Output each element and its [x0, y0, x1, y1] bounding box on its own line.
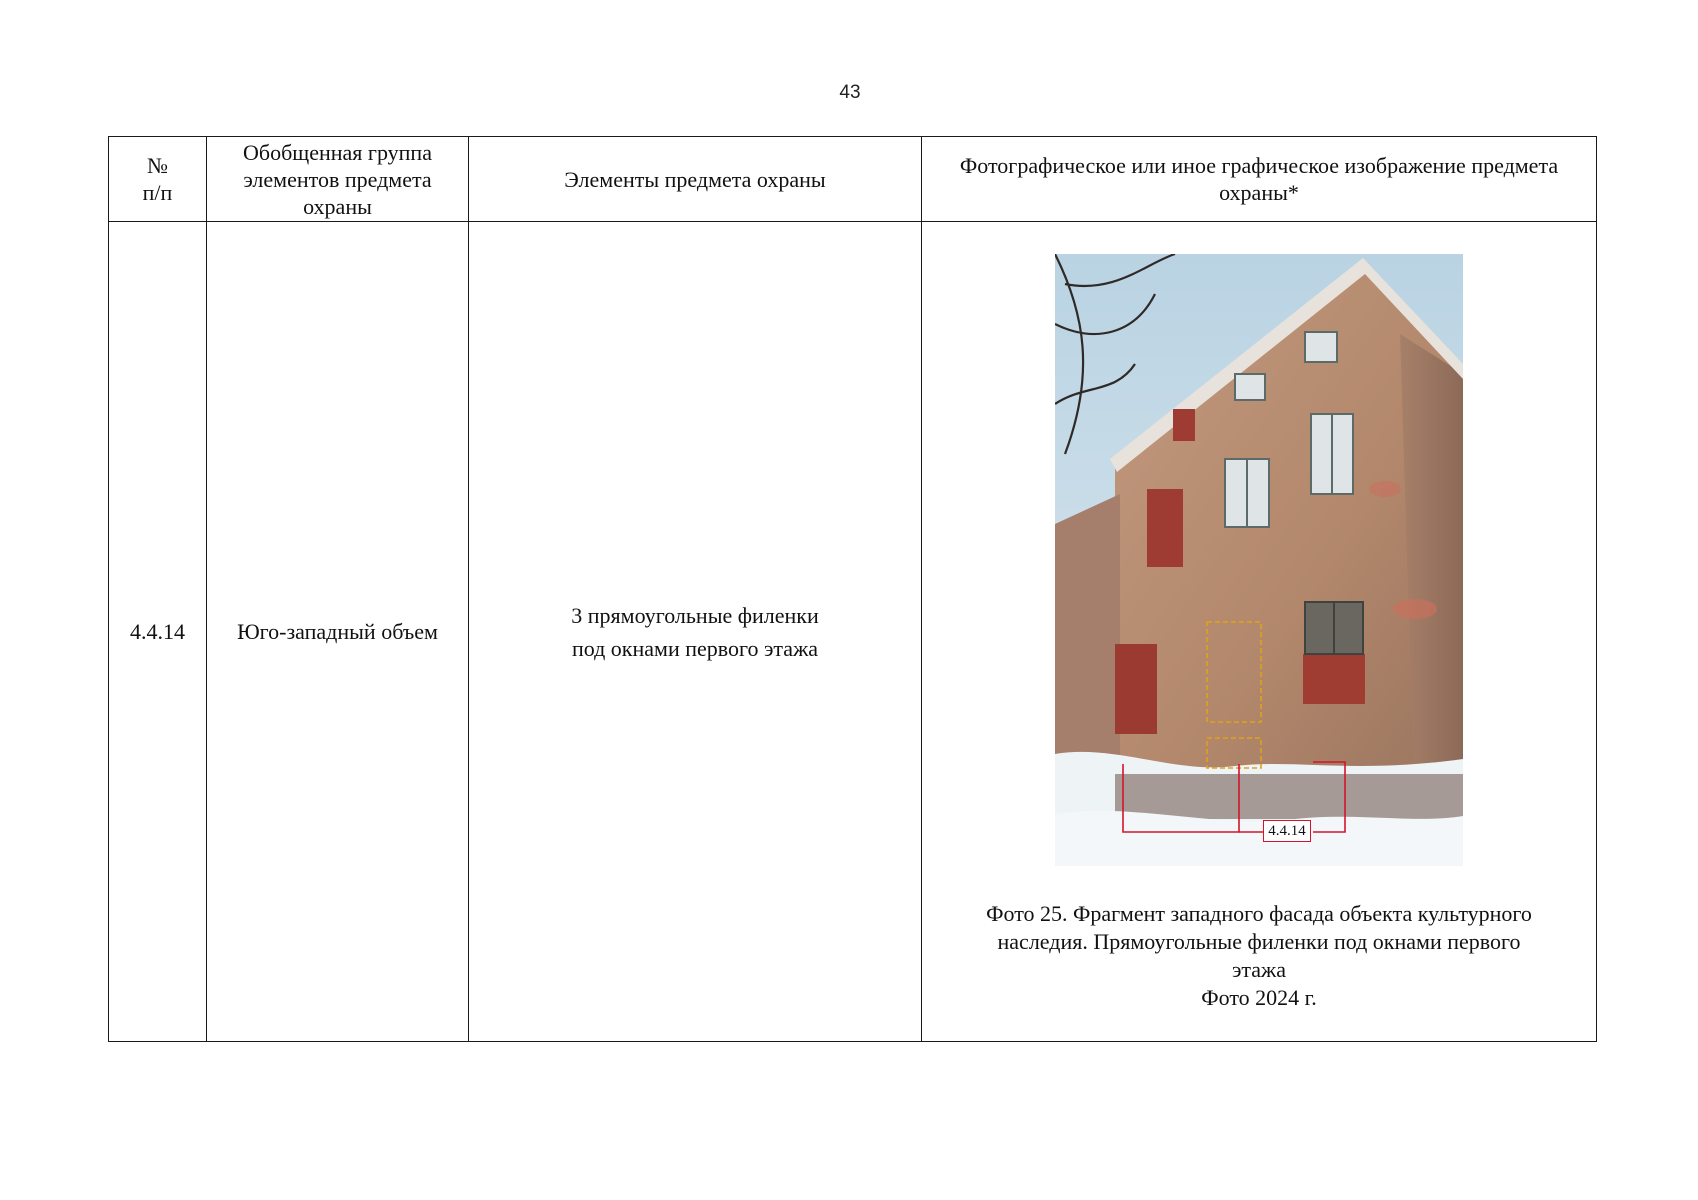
row-elements-line-1: 3 прямоугольные филенки	[571, 602, 819, 628]
photo-caption-line-1: Фото 25. Фрагмент западного фасада объекта культурного	[986, 901, 1532, 926]
row-elements	[469, 222, 922, 1042]
header-elements: Элементы предмета охраны	[469, 137, 922, 222]
page-number: 43	[839, 82, 861, 103]
header-number	[109, 137, 207, 222]
protection-table	[108, 136, 1597, 1042]
header-image: Фотографическое или иное графическое изображение предмета охраны*	[922, 137, 1597, 222]
facade-photo	[1055, 254, 1463, 866]
photo-caption-line-3: этажа	[1231, 957, 1287, 982]
row-group: Юго-западный объем	[207, 222, 469, 1042]
row-elements-line-2: под окнами первого этажа	[571, 635, 819, 661]
photo-marker-label: 4.4.14	[1263, 820, 1311, 842]
photo-caption-line-2: наследия. Прямоугольные филенки под окнами первого	[997, 929, 1521, 954]
table-header-row	[109, 137, 1597, 222]
row-photo-cell	[922, 222, 1597, 1042]
photo-caption-line-4: Фото 2024 г.	[1201, 985, 1317, 1010]
header-group: Обобщенная группа элементов предмета охраны	[207, 137, 469, 222]
row-number: 4.4.14	[109, 222, 207, 1042]
facade-photo-image	[1055, 254, 1463, 866]
photo-caption	[922, 900, 1596, 1012]
header-number-symbol: №	[147, 153, 168, 178]
table-row	[109, 222, 1597, 1042]
header-number-abbr: п/п	[142, 180, 173, 205]
